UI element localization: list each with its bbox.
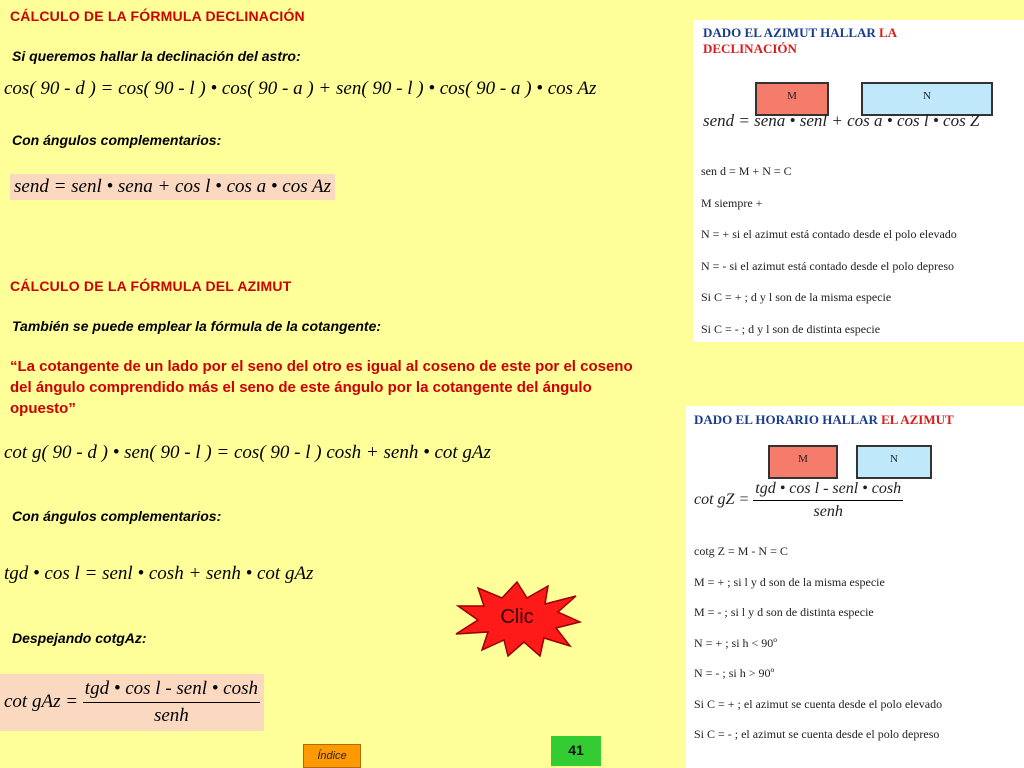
- panel-declinacion-title-red1: LA: [879, 25, 898, 40]
- rule-line: N = + ; si h < 90º: [694, 635, 778, 650]
- intro-cotangente: También se puede emplear la fórmula de la cotangente:: [12, 318, 382, 334]
- rule-line: Si C = + ; d y l son de la misma especie: [701, 290, 892, 304]
- rule-line: N = - si el azimut está contado desde el polo depreso: [701, 258, 955, 273]
- rule-line: Si C = - ; el azimut se cuenta desde el polo depreso: [694, 727, 940, 741]
- intro-complementarios-2: Con ángulos complementarios:: [12, 508, 222, 524]
- panel-azimut-formula: [694, 480, 903, 521]
- panel-azimut: [686, 406, 1024, 768]
- formula-declinacion-cos: cos( 90 - d ) = cos( 90 - l ) • cos( 90 - a ) + sen( 90 - l ) • cos( 90 - a ) • cos Az: [4, 78, 597, 99]
- panel-azimut-formula-lhs: cot gZ =: [694, 491, 750, 509]
- panel-azimut-title-blue: DADO EL HORARIO HALLAR: [694, 412, 882, 427]
- panel-declinacion-title: [703, 25, 897, 57]
- panel-azimut-title: [694, 412, 954, 428]
- box-n: N: [861, 82, 993, 116]
- heading-azimut: CÁLCULO DE LA FÓRMULA DEL AZIMUT: [10, 278, 292, 294]
- intro-despejando: Despejando cotgAz:: [12, 630, 147, 646]
- panel-declinacion-formula: send = sena • senl + cos a • cos l • cos Z: [703, 111, 980, 130]
- rule-line: Si C = - ; d y l son de distinta especie: [701, 321, 881, 336]
- rule-line: M siempre +: [701, 195, 763, 210]
- rule-line: M = - ; si l y d son de distinta especie: [694, 605, 874, 619]
- formula-cotgaz-lhs: cot gAz =: [4, 690, 79, 712]
- rule-line: Si C = + ; el azimut se cuenta desde el polo elevado: [694, 696, 943, 711]
- rule-line: cotg Z = M - N = C: [694, 544, 788, 558]
- box-n: N: [856, 445, 932, 479]
- panel-azimut-formula-fraction: [753, 480, 903, 521]
- clic-button[interactable]: [452, 580, 582, 658]
- page-number-badge: 41: [551, 736, 601, 766]
- intro-declinacion: Si queremos hallar la declinación del astro:: [12, 48, 301, 64]
- box-m: M: [755, 82, 829, 116]
- panel-azimut-title-red: EL AZIMUT: [881, 412, 954, 427]
- formula-cotgaz-denominator: senh: [153, 705, 189, 726]
- formula-tgd: tgd • cos l = senl • cosh + senh • cot gAz: [4, 563, 314, 584]
- panel-declinacion-title-red2: DECLINACIÓN: [703, 41, 797, 56]
- cotangent-rule-quote: “La cotangente de un lado por el seno del otro es igual al coseno de este por el coseno del ángulo comprendido más el seno de este ángulo por la cotangente del ángulo opuesto”: [10, 358, 633, 417]
- intro-complementarios-1: Con ángulos complementarios:: [12, 132, 222, 148]
- rule-line: N = - ; si h > 90º: [694, 666, 775, 680]
- formula-cotangente: cot g( 90 - d ) • sen( 90 - l ) = cos( 90 - l ) cosh + senh • cot gAz: [4, 442, 491, 463]
- formula-cotgaz: [0, 674, 264, 731]
- rule-line: N = + si el azimut está contado desde el polo elevado: [701, 227, 957, 241]
- index-button[interactable]: Índice: [303, 744, 361, 768]
- clic-label: Clic: [500, 606, 534, 628]
- formula-declinacion-send: send = senl • sena + cos l • cos a • cos Az: [10, 174, 335, 200]
- rule-line: sen d = M + N = C: [701, 164, 792, 178]
- formula-cotgaz-fraction: [83, 678, 260, 727]
- panel-declinacion: [693, 20, 1024, 342]
- panel-declinacion-title-blue: DADO EL AZIMUT HALLAR: [703, 25, 880, 40]
- heading-declinacion: CÁLCULO DE LA FÓRMULA DECLINACIÓN: [10, 8, 305, 24]
- panel-azimut-formula-denominator: senh: [813, 503, 843, 520]
- formula-cotgaz-numerator: tgd • cos l - senl • cosh: [83, 678, 260, 703]
- box-m: M: [768, 445, 838, 479]
- rule-line: M = + ; si l y d son de la misma especie: [694, 574, 885, 589]
- panel-azimut-formula-numerator: tgd • cos l - senl • cosh: [753, 480, 903, 501]
